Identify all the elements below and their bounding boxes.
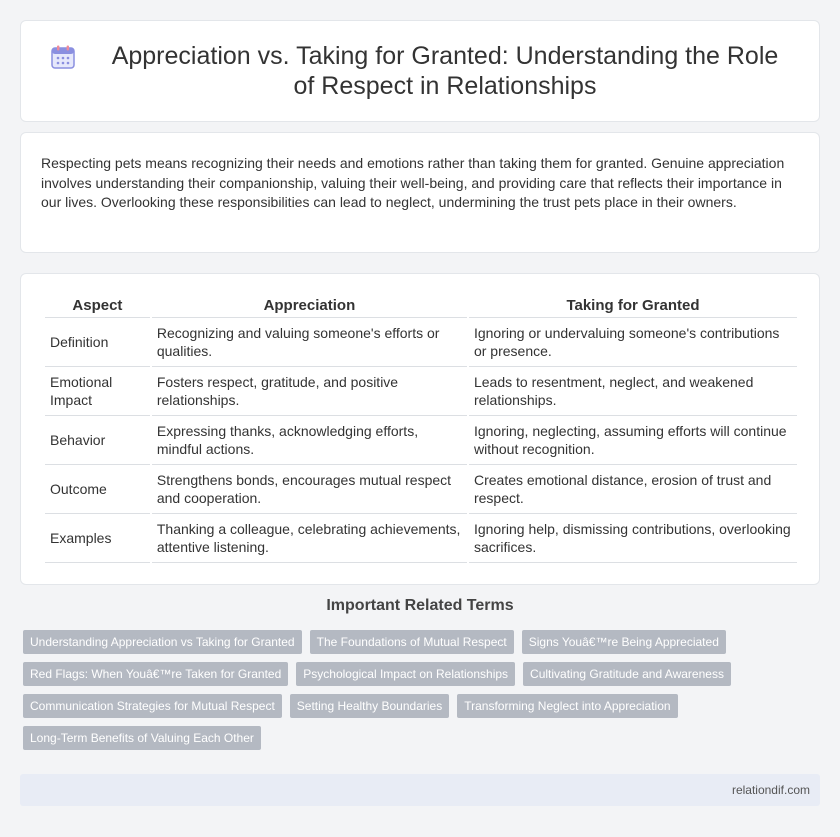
related-terms-section <box>20 596 820 758</box>
table-row <box>45 318 797 367</box>
aspect-cell: Behavior <box>45 416 150 465</box>
taking-for-granted-cell: Creates emotional distance, erosion of trust and respect. <box>469 465 797 514</box>
table-row <box>45 367 797 416</box>
comparison-table-card <box>20 273 820 585</box>
comparison-table <box>43 294 799 563</box>
related-term-tag[interactable]: Psychological Impact on Relationships <box>296 662 515 686</box>
table-row <box>45 514 797 563</box>
taking-for-granted-cell: Ignoring or undervaluing someone's contributions or presence. <box>469 318 797 367</box>
intro-card <box>20 132 820 253</box>
taking-for-granted-cell: Leads to resentment, neglect, and weakened relationships. <box>469 367 797 416</box>
related-term-tag[interactable]: Long-Term Benefits of Valuing Each Other <box>23 726 261 750</box>
related-term-tag[interactable]: The Foundations of Mutual Respect <box>310 630 514 654</box>
footer-bar <box>20 774 820 806</box>
aspect-cell: Definition <box>45 318 150 367</box>
table-row <box>45 416 797 465</box>
related-terms-tags <box>20 630 820 758</box>
taking-for-granted-cell: Ignoring help, dismissing contributions, overlooking sacrifices. <box>469 514 797 563</box>
aspect-cell: Emotional Impact <box>45 367 150 416</box>
related-term-tag[interactable]: Setting Healthy Boundaries <box>290 694 449 718</box>
appreciation-cell: Fosters respect, gratitude, and positive relationships. <box>152 367 467 416</box>
footer-site-link[interactable]: relationdif.com <box>731 783 810 797</box>
appreciation-cell: Expressing thanks, acknowledging efforts, mindful actions. <box>152 416 467 465</box>
related-term-tag[interactable]: Communication Strategies for Mutual Respect <box>23 694 282 718</box>
appreciation-cell: Thanking a colleague, celebrating achievements, attentive listening. <box>152 514 467 563</box>
appreciation-cell: Recognizing and valuing someone's efforts or qualities. <box>152 318 467 367</box>
related-term-tag[interactable]: Transforming Neglect into Appreciation <box>457 694 677 718</box>
header-card <box>20 20 820 122</box>
calendar-icon <box>50 44 76 70</box>
page-title: Appreciation vs. Taking for Granted: Understanding the Role of Respect in Relationships <box>111 42 779 100</box>
related-term-tag[interactable]: Cultivating Gratitude and Awareness <box>523 662 731 686</box>
intro-paragraph: Respecting pets means recognizing their needs and emotions rather than taking them for granted. Genuine appreciation involves understanding their companionship, valuing their well-being, and providing care that reflects their importance in our lives. Overlooking these responsibilities can lead to neglect, undermining the trust pets place in their owners. <box>41 155 785 210</box>
related-terms-title: Important Related Terms <box>326 597 514 614</box>
table-row <box>45 465 797 514</box>
aspect-cell: Examples <box>45 514 150 563</box>
title-row <box>50 41 790 101</box>
aspect-cell: Outcome <box>45 465 150 514</box>
related-term-tag[interactable]: Signs Youâ€™re Being Appreciated <box>522 630 726 654</box>
table-header-row <box>45 294 797 318</box>
column-header-appreciation: Appreciation <box>152 294 467 318</box>
taking-for-granted-cell: Ignoring, neglecting, assuming efforts will continue without recognition. <box>469 416 797 465</box>
column-header-taking-for-granted: Taking for Granted <box>469 294 797 318</box>
appreciation-cell: Strengthens bonds, encourages mutual respect and cooperation. <box>152 465 467 514</box>
related-term-tag[interactable]: Understanding Appreciation vs Taking for Granted <box>23 630 302 654</box>
related-term-tag[interactable]: Red Flags: When Youâ€™re Taken for Granted <box>23 662 288 686</box>
column-header-aspect: Aspect <box>45 294 150 318</box>
